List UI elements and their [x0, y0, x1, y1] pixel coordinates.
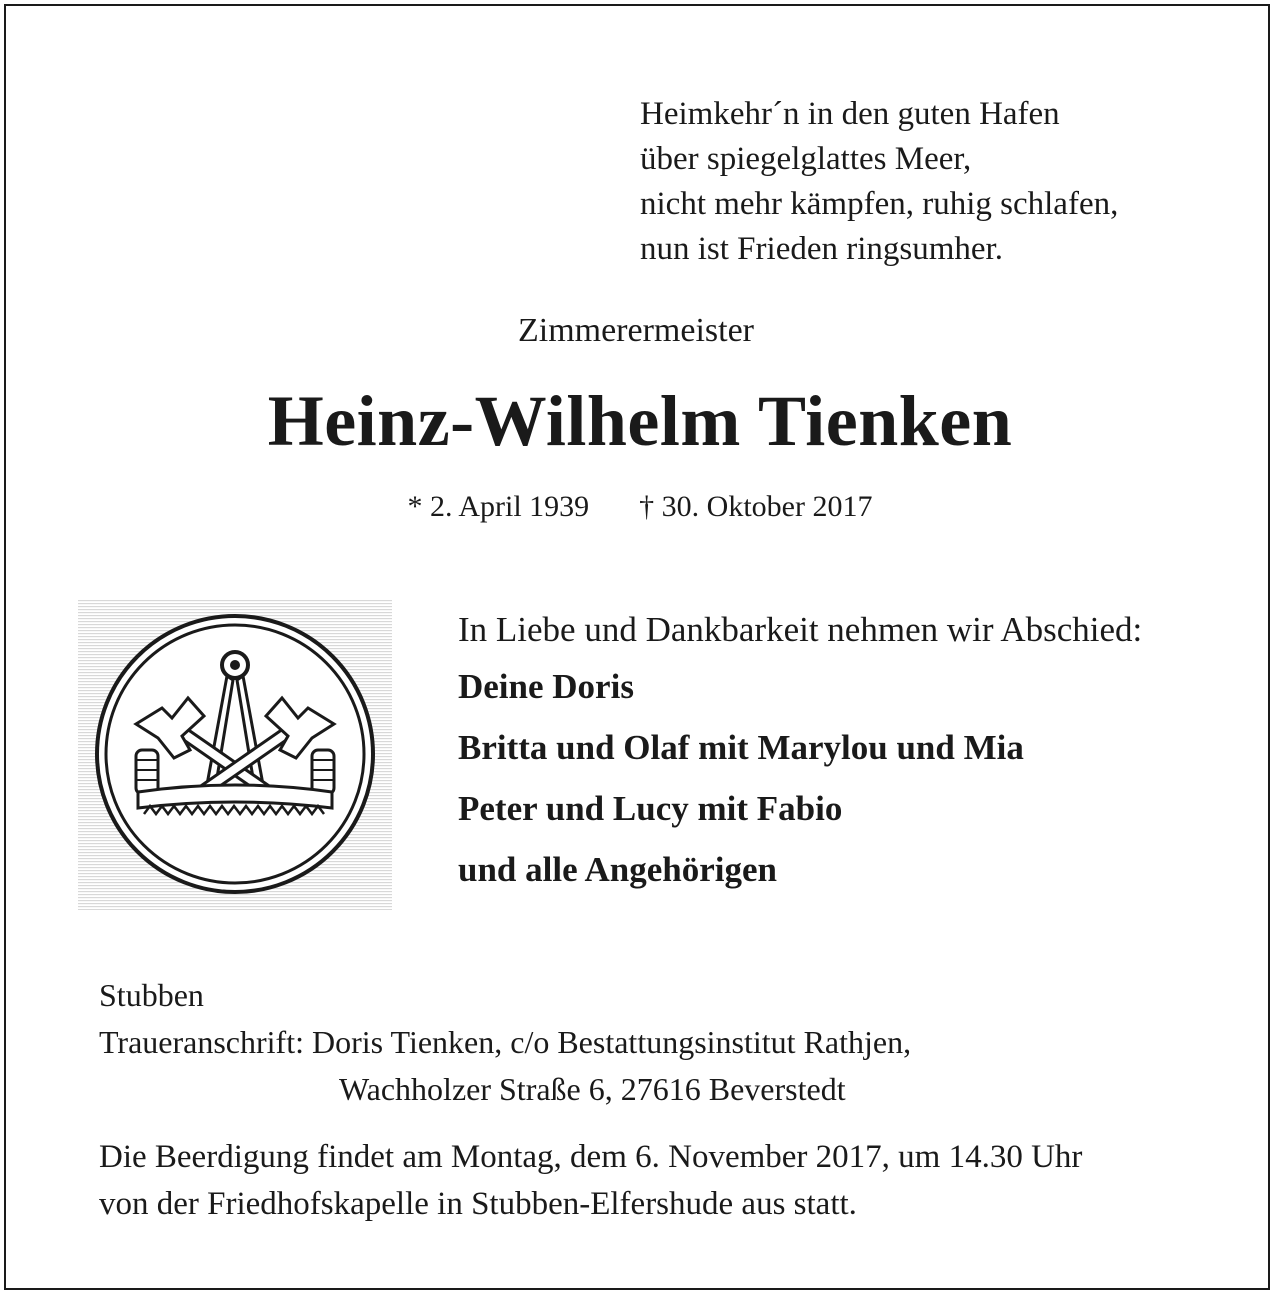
funeral-info [99, 1134, 1082, 1228]
poem-line: nicht mehr kämpfen, ruhig schlafen, [640, 186, 1119, 222]
poem-line: Heimkehr´n in den guten Hafen [640, 96, 1060, 132]
mourner-name: Peter und Lucy mit Fabio [458, 789, 843, 828]
mourner-name: Deine Doris [458, 667, 634, 706]
address-line: Traueranschrift: Doris Tienken, c/o Bestattungsinstitut Rathjen, [99, 1024, 912, 1060]
poem-line: nun ist Frieden ringsumher. [640, 231, 1003, 267]
profession: Zimmerermeister [517, 312, 754, 349]
funeral-line: von der Friedhofskapelle in Stubben-Elfershude aus statt. [99, 1186, 857, 1222]
birth-date: * 2. April 1939 [407, 490, 590, 523]
address-line: Wachholzer Straße 6, 27616 Beverstedt [339, 1071, 846, 1107]
funeral-line: Die Beerdigung findet am Montag, dem 6. November 2017, um 14.30 Uhr [99, 1139, 1083, 1175]
death-date: † 30. Oktober 2017 [639, 490, 873, 523]
mourner-name: Britta und Olaf mit Marylou und Mia [458, 728, 1024, 767]
mourning-address [99, 972, 911, 1113]
address-place: Stubben [99, 977, 204, 1013]
deceased-name: Heinz-Wilhelm Tienken [267, 381, 1013, 461]
poem [640, 92, 1118, 272]
mourners [458, 604, 1142, 900]
mourner-name: und alle Angehörigen [458, 850, 777, 889]
carpenter-guild-emblem-icon [78, 600, 392, 910]
poem-line: über spiegelglattes Meer, [640, 141, 972, 177]
mourners-intro: In Liebe und Dankbarkeit nehmen wir Abschied: [458, 610, 1143, 649]
life-dates [0, 490, 1280, 524]
